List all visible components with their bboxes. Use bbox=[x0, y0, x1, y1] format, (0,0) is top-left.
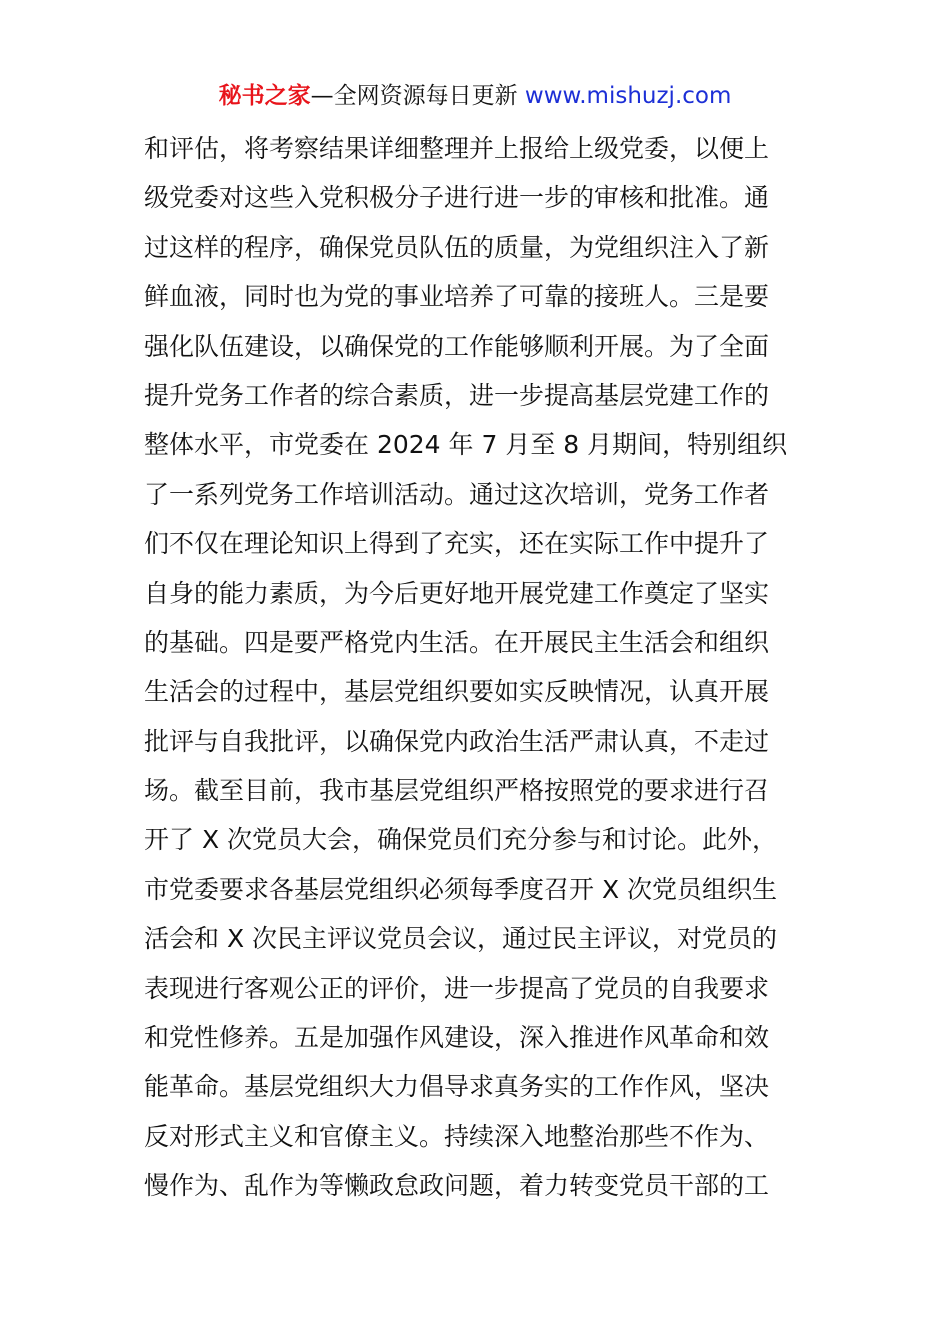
text-line: 强化队伍建设，以确保党的工作能够顺利开展。为了全面 bbox=[144, 331, 770, 361]
text-line: 自身的能力素质，为今后更好地开展党建工作奠定了坚实 bbox=[144, 578, 770, 608]
text-line: 了一系列党务工作培训活动。通过这次培训，党务工作者 bbox=[144, 479, 770, 509]
document-body bbox=[144, 124, 808, 1211]
text-line: 批评与自我批评，以确保党内政治生活严肃认真，不走过 bbox=[144, 726, 770, 756]
text-line: 场。截至目前，我市基层党组织严格按照党的要求进行召 bbox=[144, 776, 770, 806]
text-line: 整体水平，市党委在 2024 年 7 月至 8 月期间，特别组织 bbox=[144, 430, 788, 460]
text-line: 反对形式主义和官僚主义。持续深入地整治那些不作为、 bbox=[144, 1121, 770, 1151]
text-line: 鲜血液，同时也为党的事业培养了可靠的接班人。三是要 bbox=[144, 282, 770, 312]
text-line: 市党委要求各基层党组织必须每季度召开 X 次党员组织生 bbox=[144, 874, 778, 904]
text-line: 们不仅在理论知识上得到了充实，还在实际工作中提升了 bbox=[144, 529, 770, 559]
site-url-link[interactable]: www.mishuzj.com bbox=[524, 83, 732, 109]
text-line: 慢作为、乱作为等懒政怠政问题，着力转变党员干部的工 bbox=[144, 1171, 770, 1201]
text-line: 和党性修养。五是加强作风建设，深入推进作风革命和效 bbox=[144, 1023, 770, 1053]
text-line: 提升党务工作者的综合素质，进一步提高基层党建工作的 bbox=[144, 380, 770, 410]
site-tagline: —全网资源每日更新 bbox=[310, 83, 518, 109]
site-header bbox=[0, 80, 950, 112]
text-line: 和评估，将考察结果详细整理并上报给上级党委，以便上 bbox=[144, 134, 770, 163]
text-line: 开了 X 次党员大会，确保党员们充分参与和讨论。此外， bbox=[144, 825, 778, 855]
site-brand: 秘书之家 bbox=[218, 83, 311, 109]
text-line: 表现进行客观公正的评价，进一步提高了党员的自我要求 bbox=[144, 973, 770, 1003]
text-line: 级党委对这些入党积极分子进行进一步的审核和批准。通 bbox=[144, 183, 770, 213]
text-line: 过这样的程序，确保党员队伍的质量，为党组织注入了新 bbox=[144, 232, 770, 262]
text-line: 生活会的过程中，基层党组织要如实反映情况，认真开展 bbox=[144, 677, 770, 707]
text-line: 的基础。四是要严格党内生活。在开展民主生活会和组织 bbox=[144, 627, 770, 657]
text-line: 活会和 X 次民主评议党员会议，通过民主评议，对党员的 bbox=[144, 924, 778, 954]
text-line: 能革命。基层党组织大力倡导求真务实的工作作风，坚决 bbox=[144, 1072, 770, 1102]
